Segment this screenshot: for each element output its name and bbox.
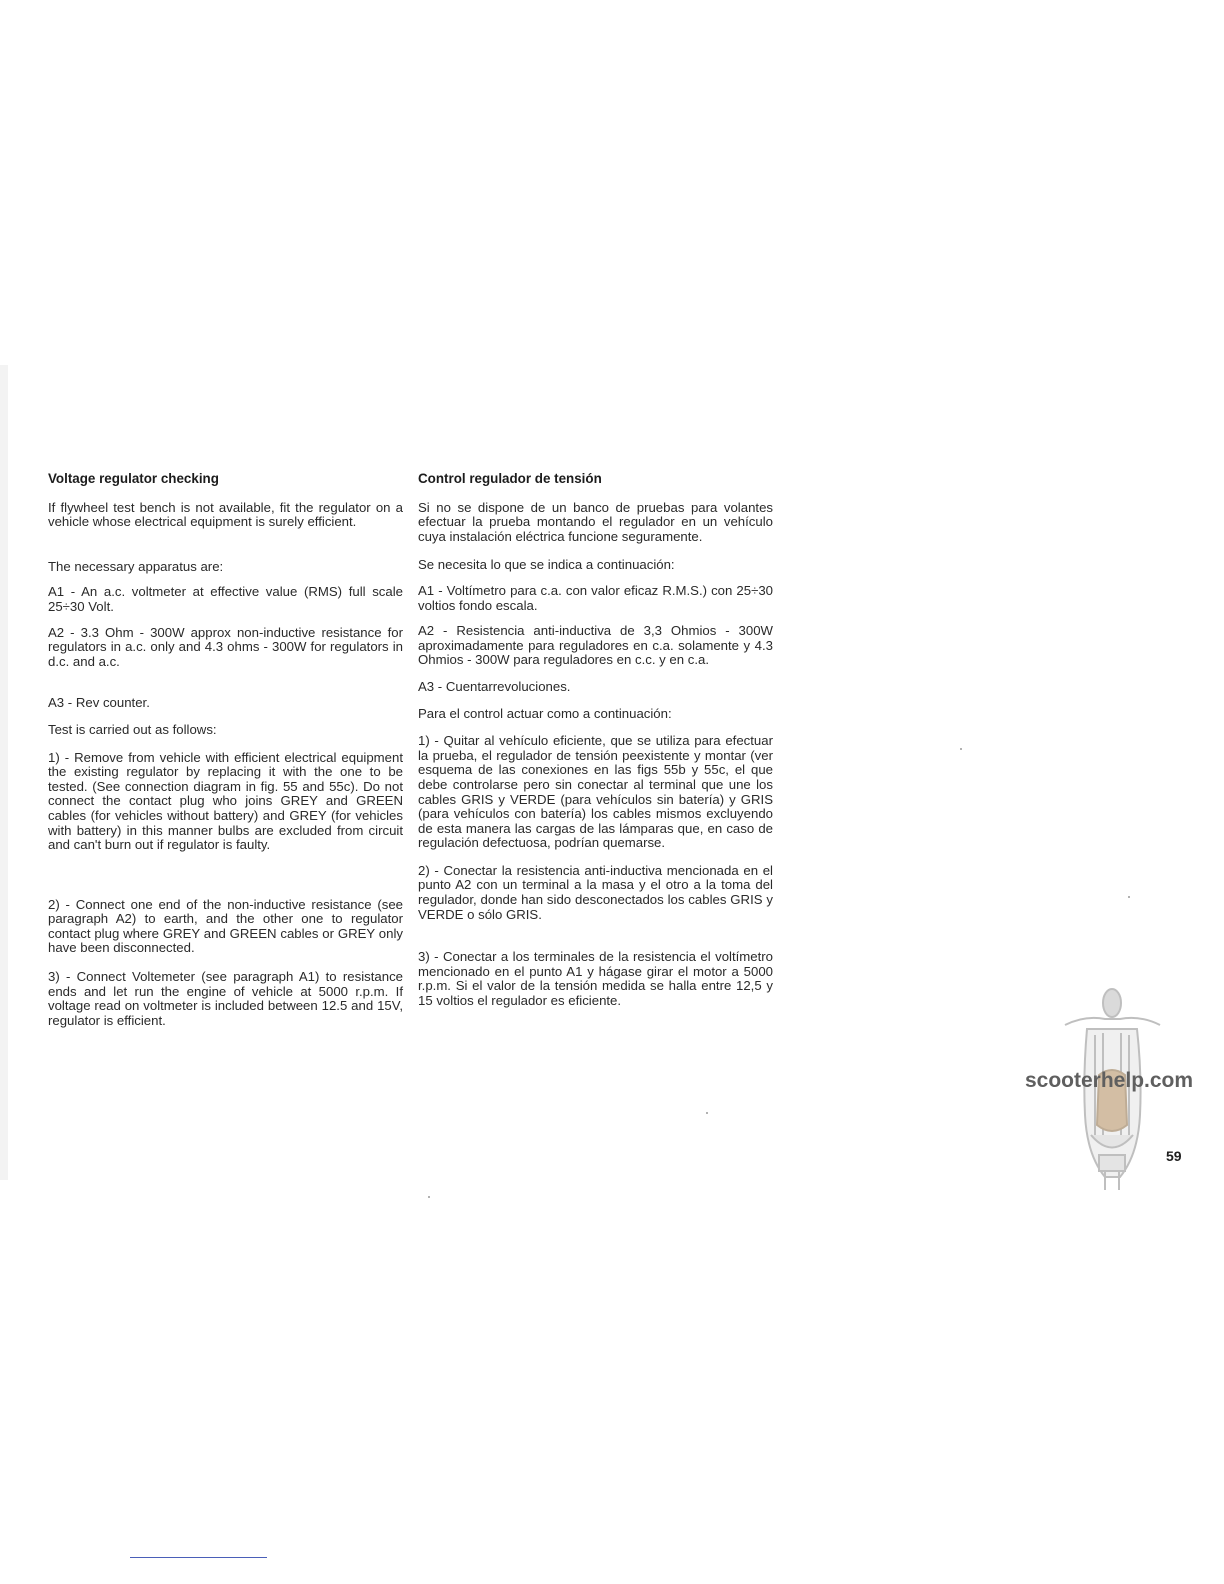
scan-speck [960,748,962,750]
spanish-paragraph-step2: 2) - Conectar la resistencia anti-inductiva mencionada en el punto A2 con un terminal a la masa y el otro a la toma del regulador, donde han sido desconectados los cables GRIS y VERDE o sólo GRIS. [418,862,773,922]
spanish-paragraph-step1: 1) - Quitar al vehículo eficiente, que se utiliza para efectuar la prueba, el regulador de tensión peexistente y montar (ver esquema de las conexiones en las figs 55b y 55c, el que debe controlarse pero sin conectar al terminal que une los cables GRIS y VERDE (para vehículos sin batería) y GRIS (para vehículos con batería) los cables mismos excluyendo de esta manera las cargas de las lámparas que, en caso de regulación defectuosa, podrían quemarse. [418,733,773,851]
english-paragraph-step1: 1) - Remove from vehicle with efficient electrical equipment the existing regulator by replacing it with the one to be tested. (See connection diagram in fig. 55 and 55c). Do not connect the contact plug who joins GREY and GREEN cables (for vehicles without battery) and GREY (for vehicles with battery) in this manner bulbs are excluded from circuit and can't burn out if regulator is faulty. [48,749,403,853]
english-paragraph-intro: If flywheel test bench is not available, fit the regulator on a vehicle whose electrical equipment is surely efficient. [48,499,403,530]
english-paragraph-a2: A2 - 3.3 Ohm - 300W approx non-inductive resistance for regulators in a.c. only and 4.3 ohms - 300W for regulators in d.c. and a.c. [48,624,403,669]
scan-speck [706,1112,708,1114]
spanish-paragraph-control: Para el control actuar como a continuación: [418,705,672,721]
scan-speck [1128,896,1130,898]
spanish-paragraph-a3: A3 - Cuentarrevoluciones. [418,678,571,694]
spanish-paragraph-a1: A1 - Voltímetro para c.a. con valor eficaz R.M.S.) con 25÷30 voltios fondo escala. [418,582,773,613]
footer-rule [130,1557,267,1558]
spanish-paragraph-step3: 3) - Conectar a los terminales de la resistencia el voltímetro mencionado en el punto A1 y hágase girar el motor a 5000 r.p.m. Si el valor de la tensión medida se halla entre 12,5 y 15 voltios el regulador es eficiente. [418,949,773,1009]
spanish-paragraph-a2: A2 - Resistencia anti-inductiva de 3,3 Ohmios - 300W aproximadamente para reguladores en c.a. solamente y 4.3 Ohmios - 300W para reguladores en c.c. y en c.a. [418,623,773,668]
spanish-paragraph-apparatus: Se necesita lo que se indica a continuación: [418,557,675,573]
english-column [48,472,403,1028]
spanish-heading: Control regulador de tensión [418,471,602,486]
page-number: 59 [1166,1148,1182,1164]
english-paragraph-a1: A1 - An a.c. voltmeter at effective value (RMS) full scale 25÷30 Volt. [48,584,403,614]
english-paragraph-a3: A3 - Rev counter. [48,695,150,711]
english-heading: Voltage regulator checking [48,471,219,486]
english-paragraph-apparatus: The necessary apparatus are: [48,558,224,574]
spanish-paragraph-intro: Si no se dispone de un banco de pruebas para volantes efectuar la prueba montando el regulador en un vehículo cuya instalación eléctrica funcione seguramente. [418,499,773,544]
spanish-column [418,472,773,1009]
scan-speck [428,1196,430,1198]
english-paragraph-step2: 2) - Connect one end of the non-inductive resistance (see paragraph A2) to earth, and the other one to regulator contact plug where GREY and GREEN cables or GREY only have been disconnected. [48,896,403,956]
english-paragraph-test: Test is carried out as follows: [48,721,217,737]
english-paragraph-step3: 3) - Connect Voltemeter (see paragraph A1) to resistance ends and let run the engine of vehicle at 5000 r.p.m. If voltage read on voltmeter is included between 12.5 and 15V, regulator is efficient. [48,969,403,1028]
scan-edge-shadow [0,365,8,1180]
watermark-text: scooterhelp.com [1025,1069,1194,1092]
